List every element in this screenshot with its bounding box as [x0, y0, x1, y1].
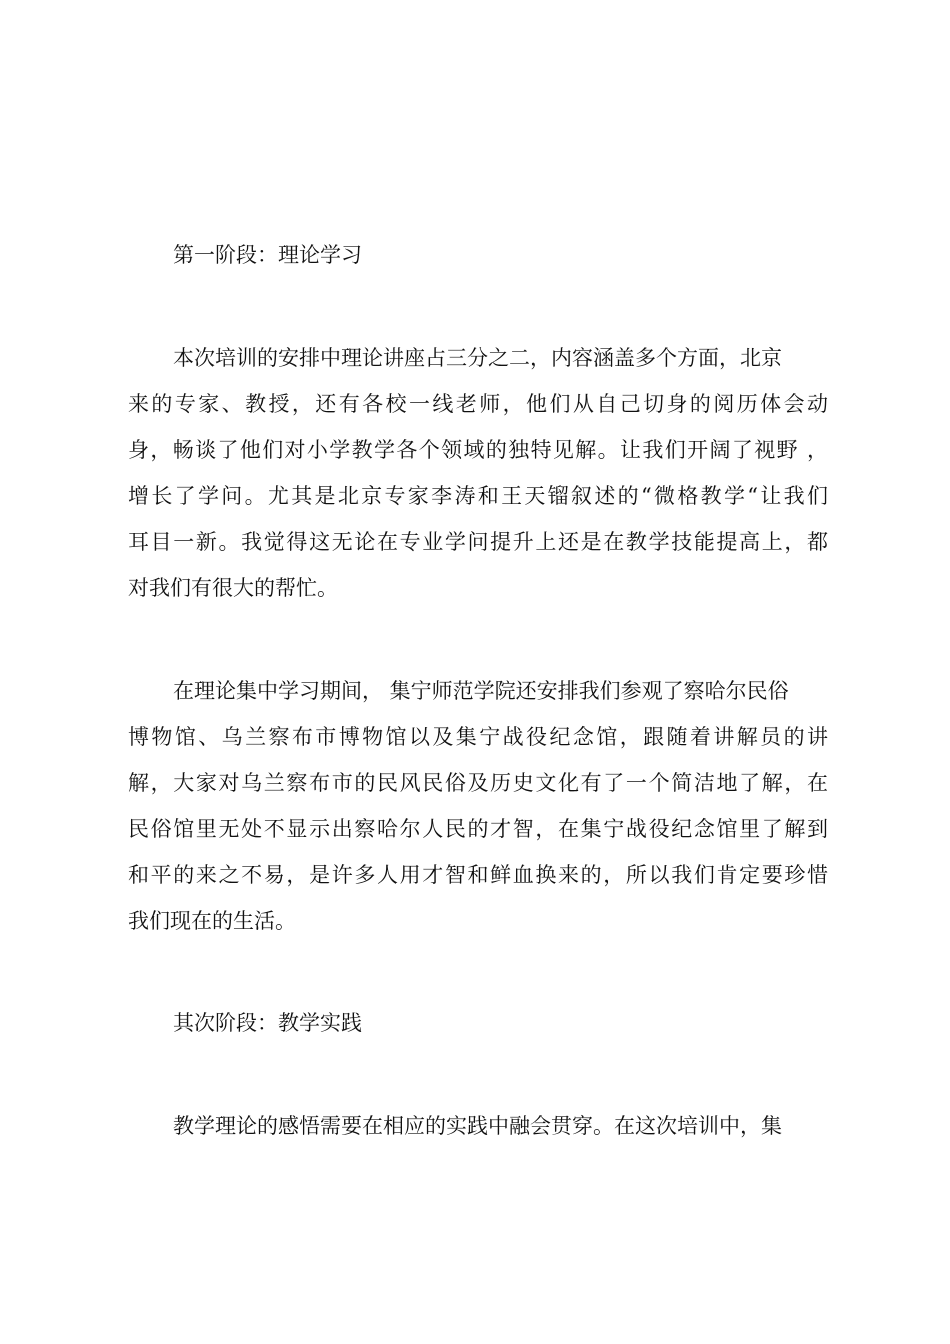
- paragraph-line: 民俗馆里无处不显示出察哈尔人民的才智，在集宁战役纪念馆里了解到: [128, 817, 828, 841]
- paragraph-line: 和平的来之不易，是许多人用才智和鲜血换来的，所以我们肯定要珍惜: [128, 863, 828, 887]
- section-heading-theory: 第一阶段：理论学习: [173, 243, 362, 267]
- paragraph-line: 来的专家、教授，还有各校一线老师，他们从自己切身的阅历体会动: [128, 392, 828, 416]
- paragraph-line: 博物馆、乌兰察布市博物馆以及集宁战役纪念馆，跟随着讲解员的讲: [128, 725, 828, 749]
- paragraph-line: 本次培训的安排中理论讲座占三分之二，内容涵盖多个方面，北京: [173, 346, 782, 370]
- paragraph-line: 我们现在的生活。: [128, 909, 296, 933]
- paragraph-line: 解，大家对乌兰察布市的民风民俗及历史文化有了一个简洁地了解，在: [128, 771, 828, 795]
- section-heading-practice: 其次阶段：教学实践: [173, 1011, 362, 1035]
- paragraph-line: 对我们有很大的帮忙。: [128, 576, 338, 600]
- paragraph-line: 在理论集中学习期间， 集宁师范学院还安排我们参观了察哈尔民俗: [173, 679, 789, 703]
- paragraph-line: 增长了学问。尤其是北京专家李涛和王天镏叙述的“微格教学“让我们: [128, 484, 828, 508]
- paragraph-line: 教学理论的感悟需要在相应的实践中融会贯穿。在这次培训中，集: [173, 1114, 782, 1138]
- paragraph-line: 身，畅谈了他们对小学教学各个领域的独特见解。让我们开阔了视野 ，: [128, 438, 828, 462]
- paragraph-line: 耳目一新。我觉得这无论在专业学问提升上还是在教学技能提高上，都: [128, 530, 828, 554]
